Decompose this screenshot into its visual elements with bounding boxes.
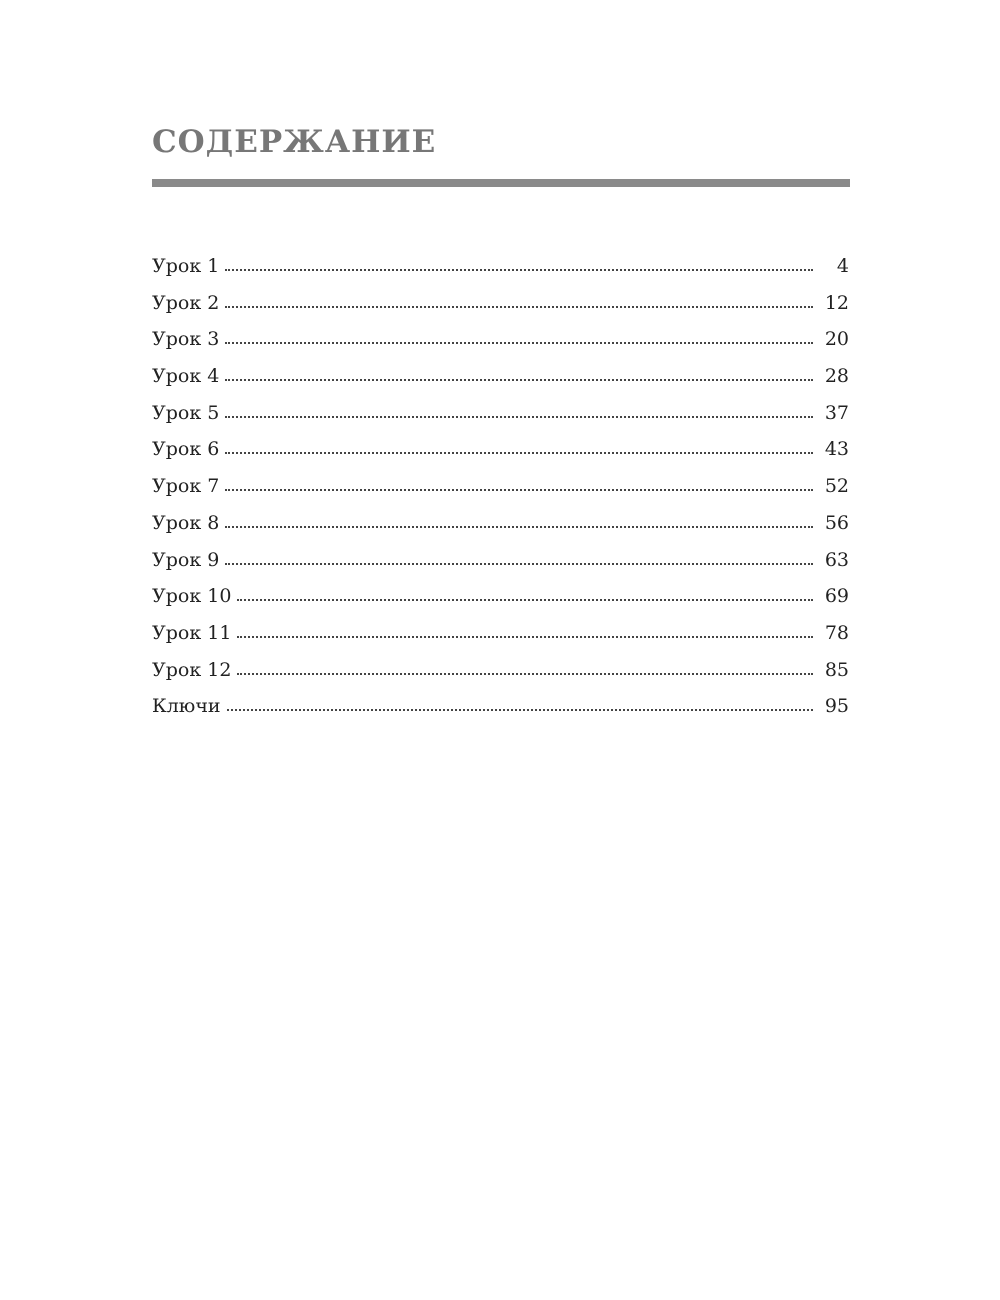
toc-entry-lesson-2 (152, 285, 849, 322)
toc-entry-label: Урок 11 (152, 621, 232, 644)
toc-entry-label: Ключи (152, 695, 221, 718)
toc-entry-lesson-9 (152, 542, 849, 579)
toc-leader-dots (237, 616, 813, 638)
toc-entry-label: Урок 7 (152, 475, 220, 498)
toc-entry-page: 28 (824, 365, 849, 388)
toc-entry-page: 20 (824, 328, 849, 351)
toc-leader-dots (237, 579, 813, 601)
toc-entry-label: Урок 12 (152, 658, 232, 681)
toc-entry-lesson-4 (152, 358, 849, 395)
toc-entry-lesson-3 (152, 321, 849, 358)
toc-entry-lesson-11 (152, 615, 849, 652)
toc-leader-dots (225, 249, 813, 271)
toc-entry-label: Урок 5 (152, 401, 220, 424)
toc-entry-page: 43 (824, 438, 849, 461)
toc-entry-lesson-12 (152, 652, 849, 689)
toc-entry-lesson-1 (152, 248, 849, 285)
page-title: СОДЕРЖАНИЕ (152, 124, 437, 160)
toc-entry-label: Урок 6 (152, 438, 220, 461)
toc-entry-label: Урок 10 (152, 585, 232, 608)
toc-entry-lesson-7 (152, 468, 849, 505)
toc-leader-dots (225, 396, 813, 418)
toc-entry-keys (152, 688, 849, 725)
toc-entry-page: 12 (824, 291, 849, 314)
title-divider (152, 179, 850, 187)
toc-entry-label: Урок 1 (152, 255, 220, 277)
toc-entry-lesson-5 (152, 395, 849, 432)
toc-leader-dots (225, 469, 813, 491)
toc-leader-dots (225, 322, 813, 344)
toc-entry-page: 52 (824, 475, 849, 498)
toc-entry-page: 63 (824, 548, 849, 571)
toc-entry-label: Урок 3 (152, 328, 220, 351)
toc-entry-label: Урок 4 (152, 365, 220, 388)
toc-leader-dots (225, 506, 813, 528)
toc-entry-lesson-6 (152, 431, 849, 468)
toc-leader-dots (225, 286, 813, 308)
table-of-contents (152, 248, 849, 725)
toc-entry-page: 85 (824, 658, 849, 681)
toc-leader-dots (237, 653, 813, 675)
toc-entry-page: 56 (824, 511, 849, 534)
toc-leader-dots (225, 543, 813, 565)
toc-entry-page: 69 (824, 585, 849, 608)
toc-entry-label: Урок 2 (152, 291, 220, 314)
toc-entry-lesson-10 (152, 578, 849, 615)
toc-entry-page: 95 (824, 695, 849, 718)
toc-entry-label: Урок 8 (152, 511, 220, 534)
toc-entry-page: 4 (836, 255, 849, 277)
toc-entry-lesson-8 (152, 505, 849, 542)
toc-entry-page: 78 (824, 621, 849, 644)
toc-leader-dots (227, 689, 813, 711)
toc-leader-dots (225, 359, 813, 381)
toc-leader-dots (225, 432, 813, 454)
toc-entry-label: Урок 9 (152, 548, 220, 571)
toc-entry-page: 37 (824, 401, 849, 424)
